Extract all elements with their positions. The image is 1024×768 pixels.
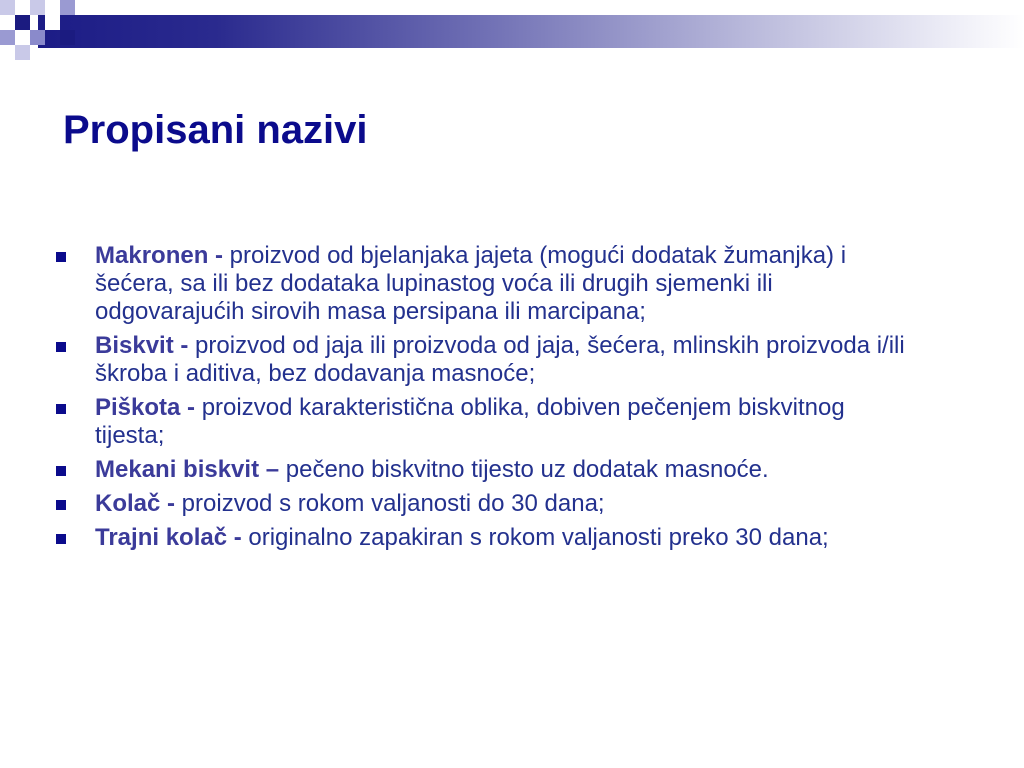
bullet-item-makronen <box>56 242 916 326</box>
bullet-term: Biskvit - <box>95 332 189 359</box>
decor-square <box>60 0 75 15</box>
slide-title: Propisani nazivi <box>63 108 368 152</box>
square-bullet-icon <box>56 342 66 352</box>
bullet-list <box>56 242 916 558</box>
decor-square <box>15 15 30 30</box>
decor-square <box>0 0 15 15</box>
bullet-term: Kolač - <box>95 490 176 517</box>
decor-square <box>60 30 75 45</box>
bullet-text: proizvod karakteristična oblika, dobiven pečenjem biskvitnog tijesta; <box>95 394 845 449</box>
gradient-header-bar <box>38 15 1024 48</box>
bullet-text: proizvod od jaja ili proizvoda od jaja, šećera, mlinskih proizvoda i/ili škroba i aditiva, bez dodavanja masnoće; <box>95 332 905 387</box>
bullet-item-piskota <box>56 394 916 450</box>
decor-square <box>45 15 60 30</box>
bullet-term: Piškota - <box>95 394 196 421</box>
square-bullet-icon <box>56 534 66 544</box>
bullet-item-trajni-kolac <box>56 524 916 552</box>
square-bullet-icon <box>56 466 66 476</box>
decor-square <box>0 30 15 45</box>
bullet-item-mekani-biskvit <box>56 456 916 484</box>
bullet-term: Mekani biskvit – <box>95 456 280 483</box>
bullet-text: proizvod od bjelanjaka jajeta (mogući dodatak žumanjka) i šećera, sa ili bez dodataka lupinastog voća ili drugih sjemenki ili odgovarajućih sirovih masa persipana ili marcipana; <box>95 242 847 325</box>
bullet-item-kolac <box>56 490 916 518</box>
decor-square <box>15 45 30 60</box>
square-bullet-icon <box>56 404 66 414</box>
square-bullet-icon <box>56 252 66 262</box>
bullet-term: Trajni kolač - <box>95 524 242 551</box>
decor-square <box>30 30 45 45</box>
bullet-text: pečeno biskvitno tijesto uz dodatak masnoće. <box>279 456 769 483</box>
bullet-text: proizvod s rokom valjanosti do 30 dana; <box>175 490 605 517</box>
bullet-text: originalno zapakiran s rokom valjanosti preko 30 dana; <box>241 524 829 551</box>
bullet-term: Makronen - <box>95 242 224 269</box>
decor-square <box>30 0 45 15</box>
square-bullet-icon <box>56 500 66 510</box>
bullet-item-biskvit <box>56 332 916 388</box>
